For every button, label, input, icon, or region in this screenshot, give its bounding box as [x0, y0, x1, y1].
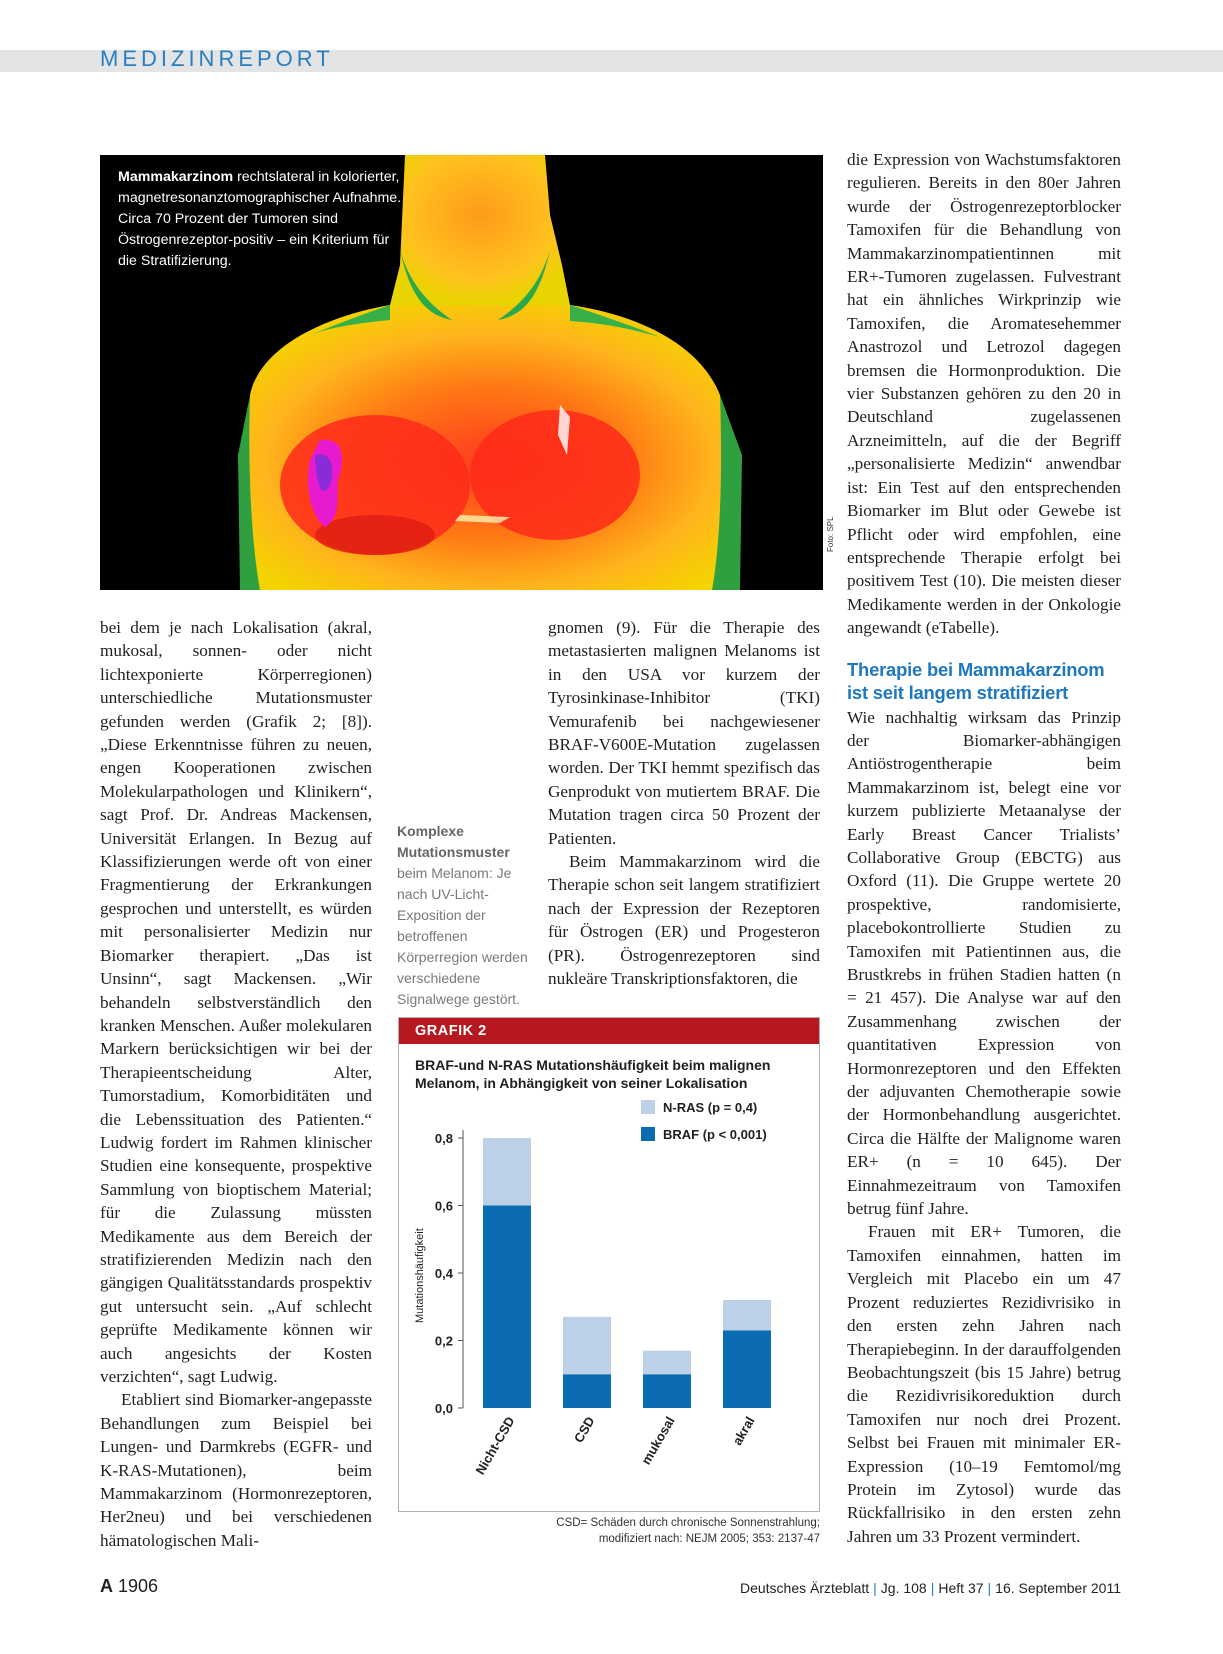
- bar-n-ras-nicht-csd: [483, 1138, 531, 1206]
- figure-note: [398, 1515, 820, 1547]
- journal-issue: Heft 37: [938, 1580, 984, 1596]
- journal-name: Deutsches Ärzteblatt: [739, 1580, 870, 1596]
- section-subheading: Therapie bei Mammakarzinom ist seit langem stratifiziert: [847, 658, 1105, 703]
- legend-swatch: [641, 1100, 655, 1114]
- figure-title: BRAF-und N-RAS Mutationshäufigkeit beim malignen Melanom, in Abhängigkeit von seiner Lokalisation: [415, 1057, 771, 1091]
- bar-chart: [399, 1018, 819, 1511]
- bar-braf-csd: [563, 1374, 611, 1408]
- photo-credit: Foto: SPL: [826, 516, 835, 552]
- side-caption: [397, 821, 537, 1010]
- bar-braf-mukosal: [643, 1374, 691, 1408]
- x-tick-label: akral: [729, 1414, 758, 1448]
- separator: |: [930, 1580, 935, 1596]
- separator: |: [987, 1580, 992, 1596]
- journal-volume: Jg. 108: [880, 1580, 927, 1596]
- x-tick-label: mukosal: [638, 1414, 678, 1468]
- y-tick-label: 0,8: [434, 1131, 453, 1146]
- col3-paragraph-2: Wie nachhaltig wirksam das Prinzip der Biomarker-abhängigen Antiöstrogentherapie beim Mammakarzinom ist, belegt eine vor kurzem publizierte Metaanalyse der Early Breast Cancer Trialists’ Collaborative Group (EBCTG) aus Oxford (11). Die Gruppe wertete 20 prospektive, randomisierte, placebokontrollierte Studien zu Tamoxifen mit Patientinnen aus, die Brustkrebs in frühen Stadien hatten (n = 21 457). Die Analyse war auf den Zusammenhang zwischen der quantitativen Expression von Hormonrezeptoren und den Effekten der adjuvanten Chemotherapie sowie der Hormonbehandlung ausgerichtet. Circa die Hälfte der Malignome waren ER+ (n = 10 645). Der Einnahmezeitraum von Tamoxifen betrug fünf Jahre.: [847, 707, 1121, 1219]
- column-3: [847, 148, 1121, 1548]
- photo-caption-bold: Mammakarzinom: [118, 169, 234, 185]
- bar-braf-akral: [723, 1330, 771, 1408]
- x-tick-label: Nicht-CSD: [472, 1414, 518, 1478]
- legend-label: N-RAS (p = 0,4): [663, 1100, 758, 1115]
- page-number-value: 1906: [118, 1576, 159, 1596]
- bar-braf-nicht-csd: [483, 1206, 531, 1409]
- figure-note-line-1: CSD= Schäden durch chronische Sonnenstrahlung;: [556, 1517, 820, 1529]
- col2-paragraph-1: gnomen (9). Für die Therapie des metastasierten malignen Melanoms ist in den USA vor kurzem der Tyrosinkinase-Inhibitor (TKI) Vemurafenib bei nachgewiesener BRAF-V600E-Mutation zugelassen worden. Der TKI hemmt spezifisch das Genprodukt von mutiertem BRAF. Die Mutation tragen circa 50 Prozent der Patienten.: [548, 618, 820, 848]
- footer-citation: [740, 1580, 1121, 1596]
- figure-label: GRAFIK 2: [399, 1018, 819, 1044]
- legend-label: BRAF (p < 0,001): [663, 1127, 767, 1142]
- separator: |: [873, 1580, 877, 1596]
- issue-date: 16. September 2011: [995, 1580, 1121, 1596]
- side-caption-text: beim Melanom: Je nach UV-Licht-Exposition der betroffenen Körperregion werden verschiedene Signalwege gestört.: [397, 865, 528, 1007]
- page-number: [100, 1576, 158, 1597]
- mri-photo: [100, 155, 823, 590]
- y-tick-label: 0,6: [434, 1198, 453, 1214]
- col3-paragraph-3: Frauen mit ER+ Tumoren, die Tamoxifen einnahmen, hatten im Vergleich mit Placebo ein um 47 Prozent reduziertes Rezidivrisiko in den ersten zehn Jahren nach Therapiebeginn. In der darauffolgenden Beobachtungszeit (bis 15 Jahre) betrug die Rezidivrisikoreduktion durch Tamoxifen nur noch drei Prozent. Selbst bei Frauen mit minimaler ER-Expression (10–19 Femtomol/mg Protein im Zytosol) wurde das Rückfallrisiko in den ersten zehn Jahren um 33 Prozent vermindert.: [847, 1222, 1121, 1546]
- col2-paragraph-2: Beim Mammakarzinom wird die Therapie schon seit langem stratifiziert nach der Expression der Rezeptoren für Östrogen (ER) und Progesteron (PR). Östrogenrezeptoren sind nukleäre Transkriptionsfaktoren, die: [548, 852, 820, 989]
- y-tick-label: 0,0: [434, 1401, 453, 1416]
- legend-swatch: [641, 1127, 655, 1141]
- column-2: [548, 616, 820, 991]
- col1-paragraph-1: bei dem je nach Lokalisation (akral, mukosal, sonnen- oder nicht lichtexponierte Körperregionen) unterschiedliche Mutationsmuster gefunden werden (Grafik 2; [8]). „Diese Erkenntnisse führen zu neuen, engen Kooperationen zwischen Molekularpathologen und Klinikern“, sagt Prof. Dr. Andreas Mackensen, Universität Erlangen. In Bezug auf Klassifizierungen werde oft von einer Fragmentierung der Erkrankungen gesprochen und unterstellt, es würden mit personalisierter Medizin nur Biomarker therapiert. „Das ist Unsinn“, sagt Mackensen. „Wir behandeln selbstverständlich den kranken Menschen. Außer molekularen Markern berücksichtigen wir bei der Therapieentscheidung Alter, Tumorstadium, Komorbiditäten und die Lebenssituation des Patienten.“ Ludwig fordert im Rahmen klinischer Studien eine konsequente, prospektive Sammlung von bioptischem Material; für die Zulassung müssten Medikamente aus dem Bereich der stratifizierenden Medizin nach den gängigen Qualitätsstandards prospektiv gut untersucht sein. „Auf schlecht geprüfte Medikamente können wir auch angesichts der Kosten verzichten“, sagt Ludwig.: [100, 618, 372, 1386]
- col1-paragraph-2: Etabliert sind Biomarker-angepasste Behandlungen zum Beispiel bei Lungen- und Darmkrebs (EGFR- und K-RAS-Mutationen), beim Mammakarzinom (Hormonrezeptoren, Her2neu) und bei verschiedenen hämatologischen Mali-: [100, 1390, 372, 1550]
- y-tick-label: 0,2: [434, 1333, 453, 1349]
- column-1: [100, 616, 372, 1552]
- bar-n-ras-akral: [723, 1300, 771, 1330]
- col3-paragraph-1: die Expression von Wachstumsfaktoren regulieren. Bereits in den 80er Jahren wurde der Östrogenrezeptorblocker Tamoxifen für die Behandlung von Mammakarzinompatientinnen mit ER+-Tumoren zugelassen. Fulvestrant hat ein ähnliches Wirkprinzip wie Tamoxifen, die Aromatesehemmer Anastrozol und Letrozol dagegen bremsen die Hormonproduktion. Die vier Substanzen gehören zu den 20 in Deutschland zugelassenen Arzneimitteln, auf die der Begriff „personalisierte Medizin“ anwendbar ist: Ein Test auf den entsprechenden Biomarker im Blut oder Gewebe ist Pflicht oder wird empfohlen, eine entsprechende Therapie erfolgt bei positivem Test (10). Die meisten dieser Medikamente werden in der Onkologie angewandt (eTabelle).: [847, 150, 1121, 638]
- bar-n-ras-csd: [563, 1317, 611, 1374]
- photo-caption-text: rechtslateral in kolorierter, magnetresonanztomographischer Aufnahme. Circa 70 Prozent der Tumoren sind Östrogenrezeptor-positiv – ein Kriterium für die Stratifizierung.: [118, 169, 402, 269]
- section-label: MEDIZINREPORT: [100, 46, 334, 71]
- photo-caption: [118, 167, 408, 272]
- y-axis-label: Mutationshäufigkeit: [414, 1228, 426, 1323]
- figure-grafik-2: [398, 1017, 820, 1512]
- page-prefix: A: [100, 1576, 113, 1596]
- side-caption-bold: Komplexe Mutationsmuster: [397, 823, 510, 860]
- x-tick-label: CSD: [570, 1414, 598, 1446]
- y-tick-label: 0,4: [434, 1266, 453, 1281]
- figure-note-line-2: modifiziert nach: NEJM 2005; 353: 2137-47: [598, 1533, 820, 1545]
- bar-n-ras-mukosal: [643, 1351, 691, 1375]
